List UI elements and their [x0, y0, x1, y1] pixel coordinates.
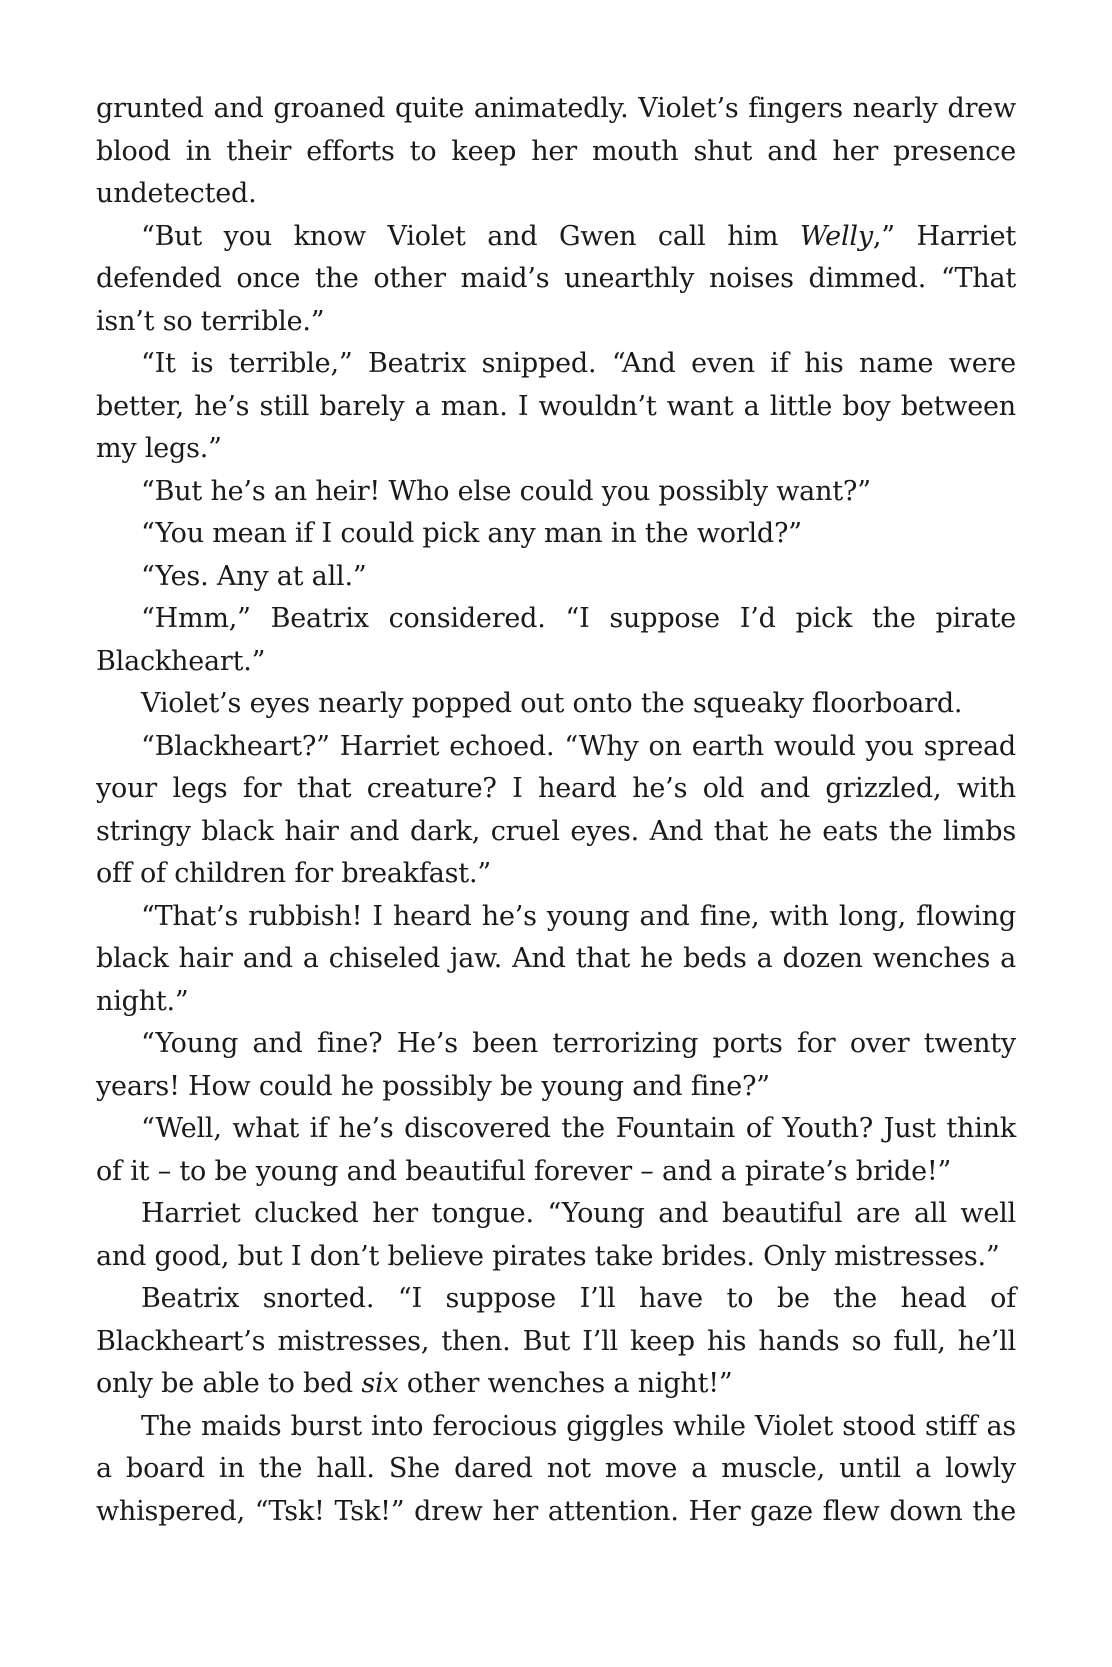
paragraph: “But he’s an heir! Who else could you possibly want?”	[141, 475, 871, 507]
paragraph: The maids burst into ferocious giggles while Violet stood stiff as a board in the hall. She dared not move a muscle, until a lowly whispered, “Tsk! Tsk!” drew her attention. Her gaze flew down the	[96, 1410, 1016, 1527]
paragraph: Beatrix snorted. “I suppose I’ll have to be the head of Blackheart’s mistresses, then. But I’ll keep his hands so full, he’ll only be able to bed six other wenches a night!”	[96, 1283, 1016, 1399]
paragraph: “That’s rubbish! I heard he’s young and fine, with long, flowing black hair and a chiseled jaw. And that he beds a dozen wenches a night.”	[96, 900, 1016, 1017]
paragraph: “Hmm,” Beatrix considered. “I suppose I’d pick the pirate Blackheart.”	[96, 603, 1016, 677]
paragraph: Harriet clucked her tongue. “Young and beautiful are all well and good, but I don’t believe pirates take brides. Only mistresses.”	[96, 1198, 1016, 1272]
paragraph: grunted and groaned quite animatedly. Violet’s fingers nearly drew blood in their efforts to keep her mouth shut and her presence undetected.	[96, 93, 1016, 209]
emphasis: six	[361, 1368, 399, 1399]
paragraph: Violet’s eyes nearly popped out onto the squeaky floorboard.	[141, 688, 963, 719]
paragraph: “Blackheart?” Harriet echoed. “Why on earth would you spread your legs for that creature? I heard he’s old and grizzled, with stringy black hair and dark, cruel eyes. And that he eats the limbs off of children for breakfast.”	[96, 730, 1016, 889]
paragraph: “You mean if I could pick any man in the world?”	[141, 518, 802, 549]
paragraph: “Young and fine? He’s been terrorizing ports for over twenty years! How could he possibly be young and fine?”	[96, 1028, 1016, 1102]
paragraph: “Well, what if he’s discovered the Fountain of Youth? Just think of it – to be young and beautiful forever – and a pirate’s bride!”	[96, 1113, 1016, 1187]
paragraph: “But you know Violet and Gwen call him Welly,” Harriet defended once the other maid’s unearthly noises dimmed. “That isn’t so terrible.”	[96, 220, 1016, 337]
emphasis: Welly	[799, 220, 873, 252]
book-page	[96, 88, 1016, 1533]
paragraph: “It is terrible,” Beatrix snipped. “And even if his name were better, he’s still barely a man. I wouldn’t want a little boy between my legs.”	[96, 348, 1016, 464]
paragraph: “Yes. Any at all.”	[141, 560, 367, 592]
